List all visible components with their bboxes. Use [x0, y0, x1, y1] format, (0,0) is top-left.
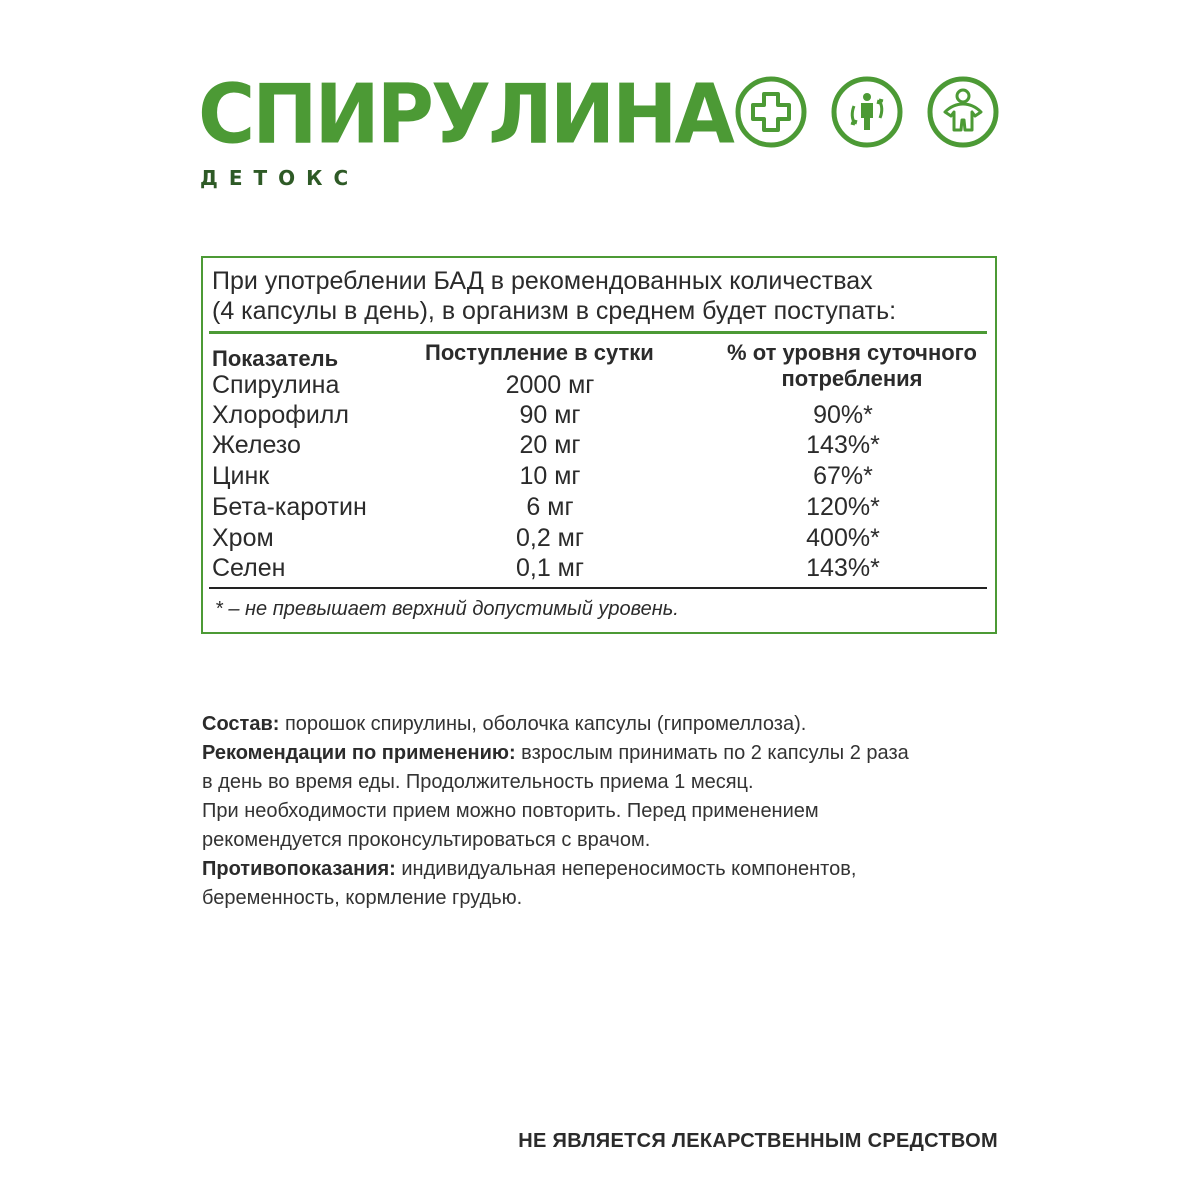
footnote: * – не превышает верхний допустимый уровень. — [215, 598, 679, 620]
composition-label: Состав: — [202, 713, 280, 735]
column-header-amount: Поступление в сутки — [425, 340, 654, 365]
row-percent: 120%* — [806, 493, 880, 521]
header-divider — [209, 331, 987, 334]
contraindications-line: беременность, кормление грудью. — [202, 887, 523, 909]
row-name: Цинк — [212, 462, 270, 490]
row-amount: 0,2 мг — [515, 524, 584, 552]
product-subtitle: ДЕТОКС — [200, 166, 360, 190]
row-amount: 20 мг — [519, 431, 581, 459]
row-name: Селен — [212, 554, 286, 582]
contraindications-text: индивидуальная непереносимость компонентов, — [395, 858, 857, 880]
row-name: Хром — [212, 524, 274, 552]
row-percent: 143%* — [806, 431, 880, 459]
disclaimer: НЕ ЯВЛЯЕТСЯ ЛЕКАРСТВЕННЫМ СРЕДСТВОМ — [518, 1130, 998, 1152]
composition-line — [202, 710, 1002, 739]
usage-line — [202, 739, 1002, 768]
usage-line: При необходимости прием можно повторить. Перед применением — [202, 800, 819, 822]
table-row — [203, 400, 995, 430]
table-row — [203, 461, 995, 491]
row-percent: 400%* — [806, 524, 880, 552]
table-row — [203, 430, 995, 460]
intro-text — [212, 266, 992, 326]
usage-label: Рекомендации по применению: — [202, 742, 516, 764]
health-cross-icon — [735, 76, 807, 148]
row-percent: 90%* — [813, 401, 873, 429]
intro-line: При употреблении БАД в рекомендованных количествах — [212, 267, 873, 295]
row-percent: 143%* — [806, 554, 880, 582]
row-name: Спирулина — [212, 371, 340, 399]
row-amount: 10 мг — [519, 462, 581, 490]
row-percent: 67%* — [813, 462, 873, 490]
intro-line: (4 капсулы в день), в организм в среднем будет поступать: — [212, 297, 897, 325]
table-row — [203, 370, 995, 400]
detox-body-icon — [927, 76, 999, 148]
row-name: Железо — [212, 431, 301, 459]
column-header-name: Показатель — [212, 346, 339, 371]
feature-icons — [735, 76, 999, 148]
product-title: СПИРУЛИНА — [198, 68, 732, 163]
product-description — [202, 710, 1002, 913]
column-header-percent-line: % от уровня суточного — [727, 340, 977, 365]
row-amount: 6 мг — [526, 493, 574, 521]
table-row — [203, 553, 995, 583]
table-row — [203, 523, 995, 553]
row-amount: 2000 мг — [505, 371, 595, 399]
contraindications-line — [202, 855, 1002, 884]
row-amount: 90 мг — [519, 401, 581, 429]
body-renewal-icon — [831, 76, 903, 148]
table-bottom-divider — [209, 587, 987, 589]
table-row — [203, 492, 995, 522]
contraindications-label: Противопоказания: — [202, 858, 396, 880]
usage-line: в день во время еды. Продолжительность приема 1 месяц. — [202, 771, 754, 793]
usage-line: рекомендуется проконсультироваться с врачом. — [202, 829, 651, 851]
row-name: Бета-каротин — [212, 493, 367, 521]
row-name: Хлорофилл — [212, 401, 349, 429]
nutrition-panel — [201, 256, 997, 634]
usage-text: взрослым принимать по 2 капсулы 2 раза — [515, 742, 909, 764]
row-amount: 0,1 мг — [515, 554, 584, 582]
composition-text: порошок спирулины, оболочка капсулы (гипромеллоза). — [279, 713, 807, 735]
column-header-percent-line: потребления — [781, 366, 923, 391]
